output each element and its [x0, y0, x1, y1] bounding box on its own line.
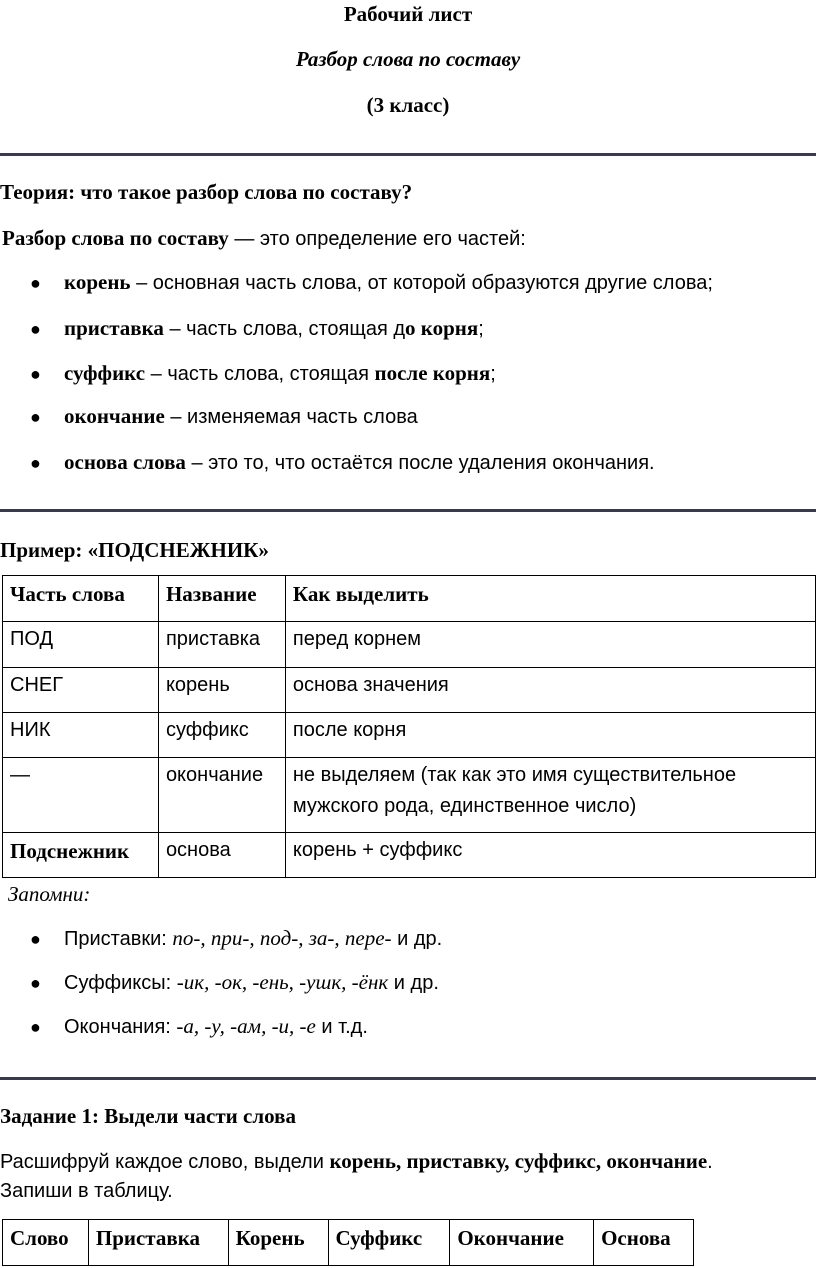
bullet-icon: ● [30, 407, 41, 427]
bullet-icon: ● [30, 319, 41, 339]
bullet-icon: ● [30, 273, 41, 293]
theory-heading: Теория: что такое разбор слова по составу? [0, 180, 413, 204]
table-header-cell: Суффикс [328, 1220, 450, 1266]
table-cell: корень + суффикс [285, 833, 815, 878]
theory-term: основа слова [64, 450, 186, 474]
remember-item-examples: по-, при-, под-, за-, пере- [172, 926, 392, 950]
task1-text-bold: корень, приставку, суффикс, окончание [329, 1149, 708, 1173]
remember-item-examples: -ик, -ок, -ень, -ушк, -ёнк [176, 970, 389, 994]
table-cell: основа [158, 833, 285, 878]
table-cell: Подснежник [3, 833, 159, 878]
theory-term: суффикс [64, 361, 146, 385]
theory-term: приставка [64, 316, 164, 340]
bullet-icon: ● [30, 1017, 41, 1037]
table-header-cell: Название [158, 576, 285, 622]
table-header-row [3, 576, 816, 622]
task1-text-end: . [707, 1151, 713, 1173]
remember-item-tail: и т.д. [315, 1016, 368, 1038]
remember-item-label: Суффиксы: [64, 972, 177, 994]
theory-end: ; [478, 318, 484, 340]
table-cell: корень [158, 668, 285, 713]
theory-item [30, 404, 418, 429]
remember-item-label: Окончания: [64, 1016, 177, 1038]
remember-item [30, 1014, 368, 1039]
table-cell: основа значения [285, 668, 815, 713]
remember-item [30, 926, 442, 951]
remember-item [30, 970, 439, 995]
table-cell: не выделяем (так как это имя существительное мужского рода, единственное число) [285, 758, 815, 833]
table-row [3, 833, 816, 878]
theory-bold-tail: о корня [405, 316, 479, 340]
table-header-row [3, 1220, 694, 1266]
table-cell: суффикс [158, 713, 285, 758]
table-row [3, 758, 816, 833]
remember-label: Запомни: [8, 882, 91, 906]
table-header-cell: Основа [594, 1220, 694, 1266]
table-header-cell: Как выделить [285, 576, 815, 622]
table-row [3, 622, 816, 668]
worksheet-grade: (3 класс) [366, 93, 450, 117]
definition-text: — это определение его частей: [228, 228, 526, 250]
table-header-cell: Часть слова [3, 576, 159, 622]
task1-text: Расшифруй каждое слово, выдели [0, 1151, 330, 1173]
theory-item [30, 270, 713, 295]
remember-item-tail: и др. [388, 972, 439, 994]
task1-instruction [0, 1149, 713, 1174]
divider [0, 1077, 816, 1080]
theory-item [30, 450, 655, 475]
theory-term: окончание [64, 404, 165, 428]
table-header-cell: Корень [228, 1220, 328, 1266]
example-table [2, 575, 816, 878]
table-cell: перед корнем [285, 622, 815, 668]
theory-text: – изменяемая часть слова [164, 406, 418, 428]
example-heading: Пример: «ПОДСНЕЖНИК» [0, 538, 269, 562]
remember-item-examples: -а, -у, -ам, -и, -е [176, 1014, 316, 1038]
table-header-cell: Приставка [88, 1220, 228, 1266]
task1-instruction-line2: Запиши в таблицу. [0, 1180, 173, 1202]
theory-text: – это то, что остаётся после удаления окончания. [185, 452, 655, 474]
table-row [3, 668, 816, 713]
theory-term: корень [64, 270, 131, 294]
theory-item [30, 316, 484, 341]
table-cell: приставка [158, 622, 285, 668]
table-row [3, 713, 816, 758]
remember-item-tail: и др. [391, 928, 443, 950]
table-cell: СНЕГ [3, 668, 159, 713]
table-cell: окончание [158, 758, 285, 833]
theory-bold-tail: после корня [374, 361, 491, 385]
theory-end: ; [490, 363, 496, 385]
theory-definition [2, 226, 526, 251]
table-header-cell: Окончание [450, 1220, 594, 1266]
bullet-icon: ● [30, 973, 41, 993]
theory-text: – часть слова, стоящая [145, 363, 375, 385]
remember-item-label: Приставки: [64, 928, 173, 950]
worksheet-subtitle: Разбор слова по составу [295, 47, 521, 71]
bullet-icon: ● [30, 453, 41, 473]
table-cell: — [3, 758, 159, 833]
theory-text: – часть слова, стоящая д [163, 318, 405, 340]
worksheet-title: Рабочий лист [343, 2, 473, 26]
definition-term: Разбор слова по составу [2, 226, 229, 250]
theory-text: – основная часть слова, от которой образуются другие слова; [130, 272, 713, 294]
task1-heading: Задание 1: Выдели части слова [0, 1104, 296, 1128]
table-cell: ПОД [3, 622, 159, 668]
divider [0, 509, 816, 512]
table-cell: после корня [285, 713, 815, 758]
divider [0, 153, 816, 156]
table-header-cell: Слово [3, 1220, 89, 1266]
bullet-icon: ● [30, 929, 41, 949]
theory-item [30, 361, 496, 386]
task1-table [2, 1219, 694, 1266]
bullet-icon: ● [30, 364, 41, 384]
table-cell: НИК [3, 713, 159, 758]
